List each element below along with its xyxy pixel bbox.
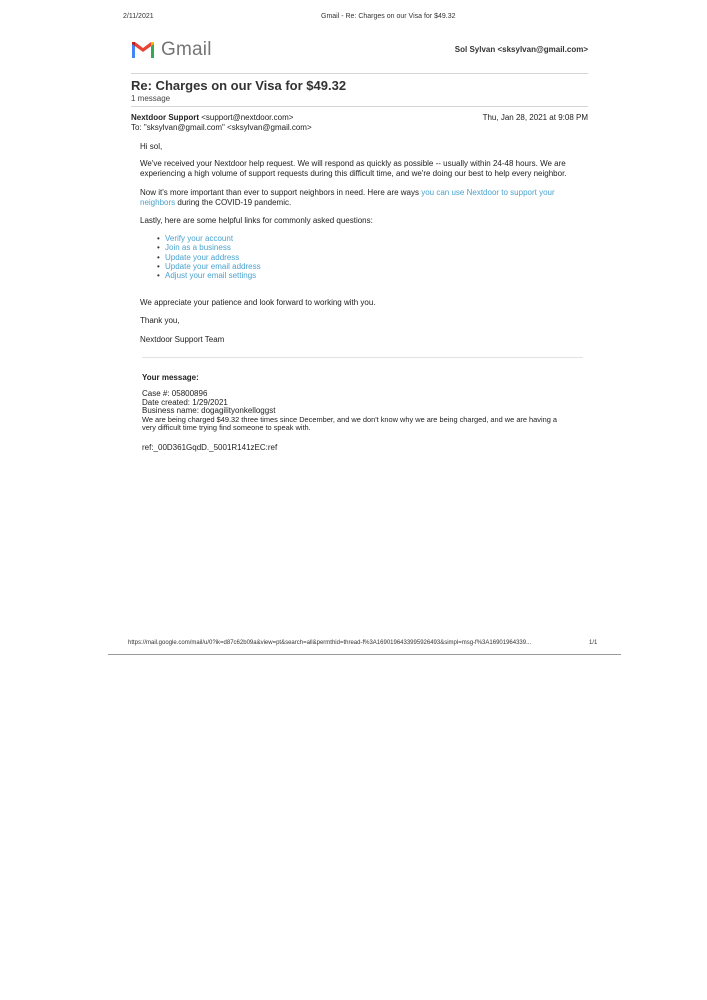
closing-line: We appreciate your patience and look forward to working with you.: [140, 298, 376, 307]
thread-subject: Re: Charges on our Visa for $49.32: [131, 78, 347, 93]
reference-id: ref:_00D361GqdD._5001R141zEC:ref: [142, 443, 278, 452]
your-message-details: [142, 390, 587, 433]
sender: [131, 113, 293, 122]
verify-account-link[interactable]: Verify your account: [165, 234, 234, 243]
date-created: Date created: 1/29/2021: [142, 397, 228, 407]
message-text-line: very difficult time trying find someone to speak with.: [142, 423, 311, 433]
message-date: Thu, Jan 28, 2021 at 9:08 PM: [482, 113, 588, 122]
business-name: Business name: dogagilityonkelloggst: [142, 406, 276, 416]
divider: [131, 106, 588, 107]
update-email-link[interactable]: Update your email address: [165, 261, 261, 271]
list-item: [158, 271, 261, 280]
your-message-heading: Your message:: [142, 373, 199, 382]
divider: [131, 73, 588, 74]
case-number: Case #: 05800896: [142, 389, 208, 398]
print-title: Gmail - Re: Charges on our Visa for $49.32: [321, 13, 456, 20]
recipient: To: "sksylvan@gmail.com" <sksylvan@gmail.com>: [131, 123, 312, 132]
sender-name: Nextdoor Support: [131, 113, 199, 122]
list-item: [158, 253, 261, 262]
message-text-line: We are being charged $49.32 three times since December, and we don't know why we are being charged, and we are having a: [142, 414, 557, 424]
list-item: [158, 243, 261, 252]
print-date: 2/11/2021: [123, 13, 154, 20]
paragraph-2: [140, 188, 585, 207]
email-settings-link[interactable]: Adjust your email settings: [165, 271, 257, 281]
gmail-m-icon: [131, 41, 155, 59]
gmail-wordmark: Gmail: [161, 39, 212, 60]
thank-you: Thank you,: [140, 316, 180, 325]
page-number: 1/1: [589, 640, 598, 646]
paragraph-3: Lastly, here are some helpful links for commonly asked questions:: [140, 216, 373, 225]
paragraph-2-tail: during the COVID-19 pandemic.: [175, 197, 292, 207]
greeting: Hi sol,: [140, 142, 163, 151]
support-neighbors-link[interactable]: you can use Nextdoor to support your neighbors: [140, 188, 555, 207]
divider: [142, 357, 583, 358]
update-address-link[interactable]: Update your address: [165, 252, 240, 262]
list-item: [158, 234, 261, 243]
message-count: 1 message: [131, 94, 171, 103]
signature: Nextdoor Support Team: [140, 335, 225, 344]
footer-rule: [108, 654, 621, 655]
account-user: Sol Sylvan <sksylvan@gmail.com>: [454, 45, 588, 54]
gmail-logo[interactable]: [131, 39, 212, 61]
paragraph-1: We've received your Nextdoor help request. We will respond as quickly as possible -- usually within 24-48 hours. We are experiencing a high volume of support requests during this difficult time, and we're doing our best to help every neighbor.: [140, 159, 567, 178]
help-links-list: [158, 234, 261, 280]
list-item: [158, 262, 261, 271]
paragraph-2-text: Now it's more important than ever to support neighbors in need. Here are ways: [140, 188, 422, 197]
print-url: https://mail.google.com/mail/u/0?ik=d87c62b09a&view=pt&search=all&permthid=thread-f%3A1690196433995926493&simpl=msg-f%3A16901964339...: [128, 640, 532, 646]
sender-email: <support@nextdoor.com>: [201, 113, 294, 122]
join-business-link[interactable]: Join as a business: [165, 243, 231, 253]
